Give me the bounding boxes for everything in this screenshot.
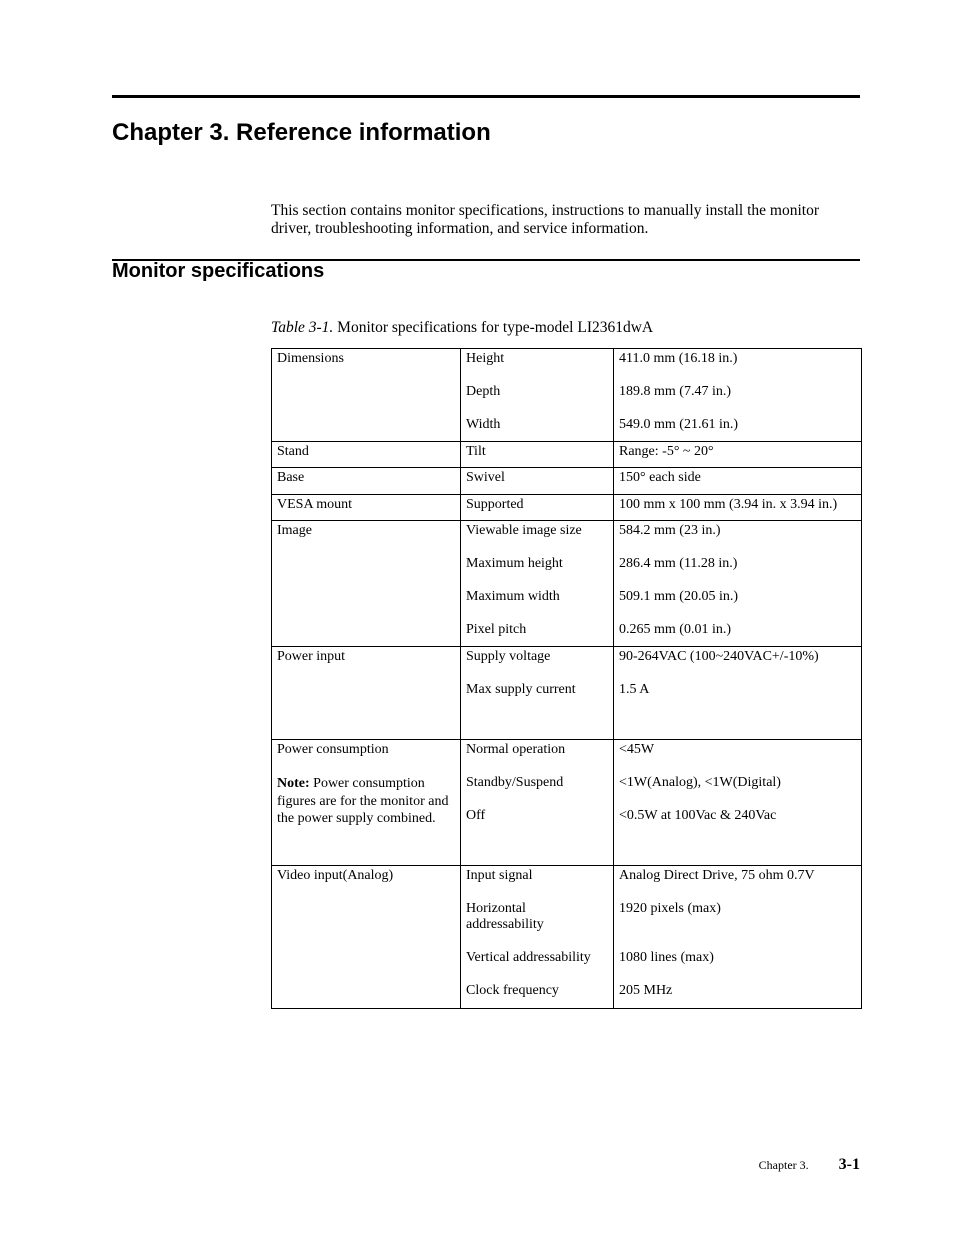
spec-value: Range: -5° ~ 20° — [619, 444, 714, 459]
spec-value: <45W — [619, 742, 655, 757]
spec-attributes — [461, 866, 614, 1009]
table-row — [272, 495, 862, 521]
attribute-label: Max supply current — [466, 682, 576, 697]
table-row — [272, 468, 862, 495]
table-row — [272, 442, 862, 468]
attribute-label: Pixel pitch — [466, 622, 527, 637]
spec-value: 90-264VAC (100~240VAC+/-10%) — [619, 649, 819, 664]
spec-value: 549.0 mm (21.61 in.) — [619, 417, 738, 432]
spec-value: Analog Direct Drive, 75 ohm 0.7V — [619, 868, 815, 883]
attribute-label: Supported — [466, 497, 524, 512]
attribute-label: Standby/Suspend — [466, 775, 564, 790]
category-label: Base — [277, 470, 305, 485]
spec-attributes — [461, 468, 614, 495]
spec-values — [614, 740, 862, 866]
spec-value: 286.4 mm (11.28 in.) — [619, 556, 738, 571]
attribute-label: Width — [466, 417, 501, 432]
attribute-label: Horizontal addressability — [466, 901, 544, 932]
spec-value: 411.0 mm (16.18 in.) — [619, 351, 738, 366]
attribute-label: Height — [466, 351, 505, 366]
spec-attributes — [461, 647, 614, 740]
category-label: Dimensions — [277, 351, 344, 366]
spec-value: <0.5W at 100Vac & 240Vac — [619, 808, 777, 823]
table-caption — [271, 318, 653, 338]
category-label: Power input — [277, 649, 346, 664]
attribute-label: Maximum width — [466, 589, 560, 604]
section-title: Monitor specifications — [112, 260, 325, 282]
spec-values — [614, 349, 862, 442]
attribute-label: Swivel — [466, 470, 505, 485]
table-caption-label: Table 3-1. — [271, 319, 334, 336]
attribute-label: Normal operation — [466, 742, 566, 757]
spec-attributes — [461, 442, 614, 468]
spec-category — [272, 866, 461, 1009]
note-body: Power consumption figures are for the monitor and the power supply combined. — [277, 776, 449, 826]
spec-value: 205 MHz — [619, 983, 673, 998]
spec-value: 509.1 mm (20.05 in.) — [619, 589, 738, 604]
spec-value: 1080 lines (max) — [619, 950, 714, 965]
category-label: Power consumption — [277, 742, 389, 757]
attribute-label: Input signal — [466, 868, 533, 883]
category-label: Video input(Analog) — [277, 868, 394, 883]
table-row — [272, 349, 862, 442]
attribute-label: Clock frequency — [466, 983, 559, 998]
attribute-label: Maximum height — [466, 556, 563, 571]
spec-value: 150° each side — [619, 470, 701, 485]
top-rule — [112, 95, 860, 98]
note-label: Note: — [277, 776, 310, 791]
spec-attributes — [461, 521, 614, 647]
spec-table — [271, 348, 862, 1009]
intro-paragraph: This section contains monitor specifications, instructions to manually install the monitor driver, troubleshooting information, and service information. — [271, 202, 820, 237]
spec-value: 584.2 mm (23 in.) — [619, 523, 721, 538]
footer-chapter: Chapter 3. — [758, 1158, 809, 1172]
spec-values — [614, 468, 862, 495]
table-row — [272, 647, 862, 740]
spec-value: 100 mm x 100 mm (3.94 in. x 3.94 in.) — [619, 497, 838, 512]
spec-attributes — [461, 349, 614, 442]
spec-value: 189.8 mm (7.47 in.) — [619, 384, 731, 399]
spec-category — [272, 495, 461, 521]
note-text — [277, 775, 455, 828]
attribute-label: Vertical addressability — [466, 950, 591, 965]
category-label: VESA mount — [277, 497, 353, 512]
category-label: Stand — [277, 444, 309, 459]
category-label: Image — [277, 523, 312, 538]
page-number: 3-1 — [838, 1156, 860, 1173]
spec-category — [272, 521, 461, 647]
spec-attributes — [461, 495, 614, 521]
spec-values — [614, 866, 862, 1009]
spec-value: 1.5 A — [619, 682, 650, 697]
spec-value-blank — [619, 917, 856, 933]
spec-value: 1920 pixels (max) — [619, 901, 721, 916]
spec-value: 0.265 mm (0.01 in.) — [619, 622, 731, 637]
spec-values — [614, 521, 862, 647]
page-footer — [759, 1156, 860, 1174]
spec-category — [272, 349, 461, 442]
attribute-label: Supply voltage — [466, 649, 551, 664]
spec-category — [272, 647, 461, 740]
spec-category — [272, 442, 461, 468]
spec-attributes — [461, 740, 614, 866]
attribute-label: Tilt — [466, 444, 486, 459]
attribute-label: Depth — [466, 384, 501, 399]
chapter-title: Chapter 3. Reference information — [112, 119, 491, 146]
table-row — [272, 521, 862, 647]
spec-value: <1W(Analog), <1W(Digital) — [619, 775, 781, 790]
spec-category — [272, 740, 461, 866]
spec-values — [614, 495, 862, 521]
attribute-label: Off — [466, 808, 486, 823]
table-caption-text: Monitor specifications for type-model LI2361dwA — [333, 319, 654, 336]
spec-category — [272, 468, 461, 495]
spec-values — [614, 647, 862, 740]
table-row — [272, 866, 862, 1009]
attribute-label: Viewable image size — [466, 523, 582, 538]
spec-values — [614, 442, 862, 468]
table-row — [272, 740, 862, 866]
